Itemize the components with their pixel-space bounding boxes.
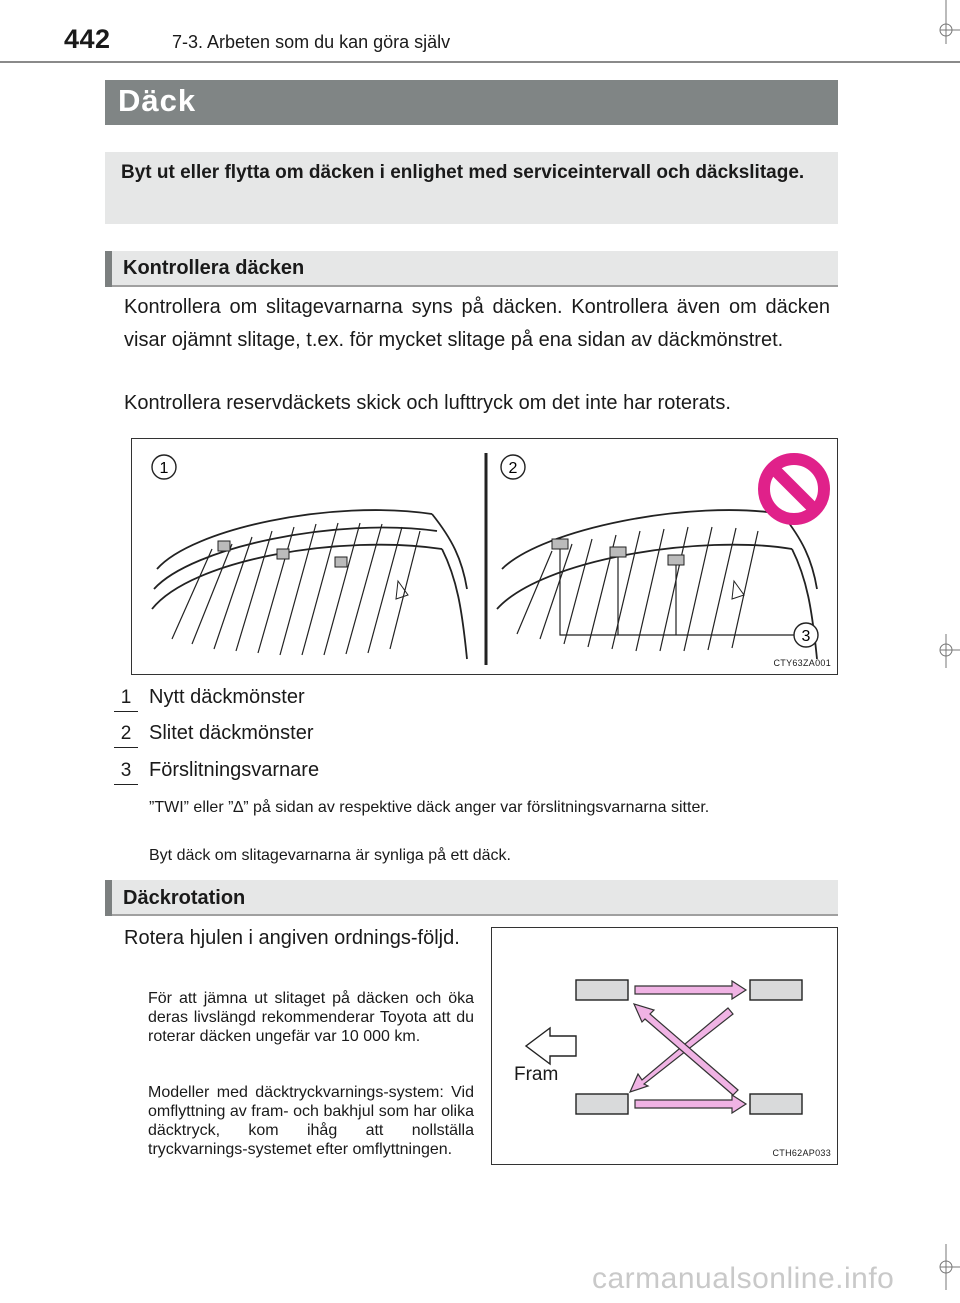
- tire-front-left: [576, 980, 628, 1000]
- worn-tire-icon: [497, 510, 817, 659]
- section-heading-tire-rotation: Däckrotation: [123, 887, 246, 909]
- front-direction-arrow-icon: [526, 1028, 576, 1064]
- watermark: carmanualsonline.info: [592, 1262, 895, 1295]
- tread-wear-figure: [131, 438, 838, 675]
- front-label: Fram: [514, 1064, 559, 1085]
- replace-note: Byt däck om slitagevarnarna är synliga på ett däck.: [149, 847, 511, 864]
- arrow-rear-icon: [635, 1095, 746, 1113]
- section-accent: [105, 880, 112, 916]
- tire-rear-right: [750, 1094, 802, 1114]
- legend-label-new-tread: Nytt däckmönster: [149, 686, 305, 708]
- rotation-diagram: [492, 928, 837, 1164]
- title-bar: [105, 80, 838, 125]
- intro-text: Byt ut eller flytta om däcken i enlighet med serviceintervall och däckslitage.: [121, 162, 805, 183]
- legend-label-worn-tread: Slitet däckmönster: [149, 722, 314, 744]
- page-number: 442: [64, 24, 111, 54]
- callout-2: 2: [508, 460, 518, 477]
- tire-front-right: [750, 980, 802, 1000]
- legend-num-3: 3: [114, 757, 138, 785]
- section-heading-check-tires: Kontrollera däcken: [123, 257, 305, 279]
- figure-code: CTY63ZA001: [773, 658, 831, 668]
- legend-num-1: 1: [114, 684, 138, 712]
- running-header: 7-3. Arbeten som du kan göra själv: [172, 32, 451, 52]
- twi-note: ”TWI” eller ”∆” på sidan av respektive däck anger var förslitningsvarnarna sitter.: [149, 799, 710, 816]
- rotation-note-1: För att jämna ut slitaget på däcken och öka deras livslängd rekommenderar Toyota att du roterar däcken ungefär var 10 000 km.: [148, 990, 474, 1045]
- rotation-note-2: Modeller med däcktryckvarnings-system: Vid omflyttning av fram- och bakhjul som har olika däcktryck, kom ihåg att nollställa tryckvarnings-systemet efter omflyttningen.: [148, 1084, 474, 1158]
- tire-rear-left: [576, 1094, 628, 1114]
- rotation-paragraph: Rotera hjulen i angiven ordnings-följd.: [124, 927, 460, 949]
- prohibited-icon: [764, 459, 824, 519]
- callout-3: 3: [801, 628, 811, 645]
- check-tires-paragraph: Kontrollera om slitagevarnarna syns på däcken. Kontrollera även om däcken visar ojämnt slitage, t.ex. för mycket slitage på ena sidan av däckmönstret.: [124, 296, 830, 351]
- spare-tire-paragraph: Kontrollera reservdäckets skick och lufttryck om det inte har roterats.: [124, 392, 731, 414]
- tread-wear-illustration: [132, 439, 837, 674]
- legend-num-2: 2: [114, 720, 138, 748]
- page-title: Däck: [118, 83, 197, 118]
- legend-label-wear-indicator: Förslitningsvarnare: [149, 759, 320, 781]
- figure-code: CTH62AP033: [772, 1148, 831, 1158]
- rotation-figure: [491, 927, 838, 1165]
- arrow-front-icon: [635, 981, 746, 999]
- callout-1: 1: [159, 460, 169, 477]
- section-accent: [105, 251, 112, 287]
